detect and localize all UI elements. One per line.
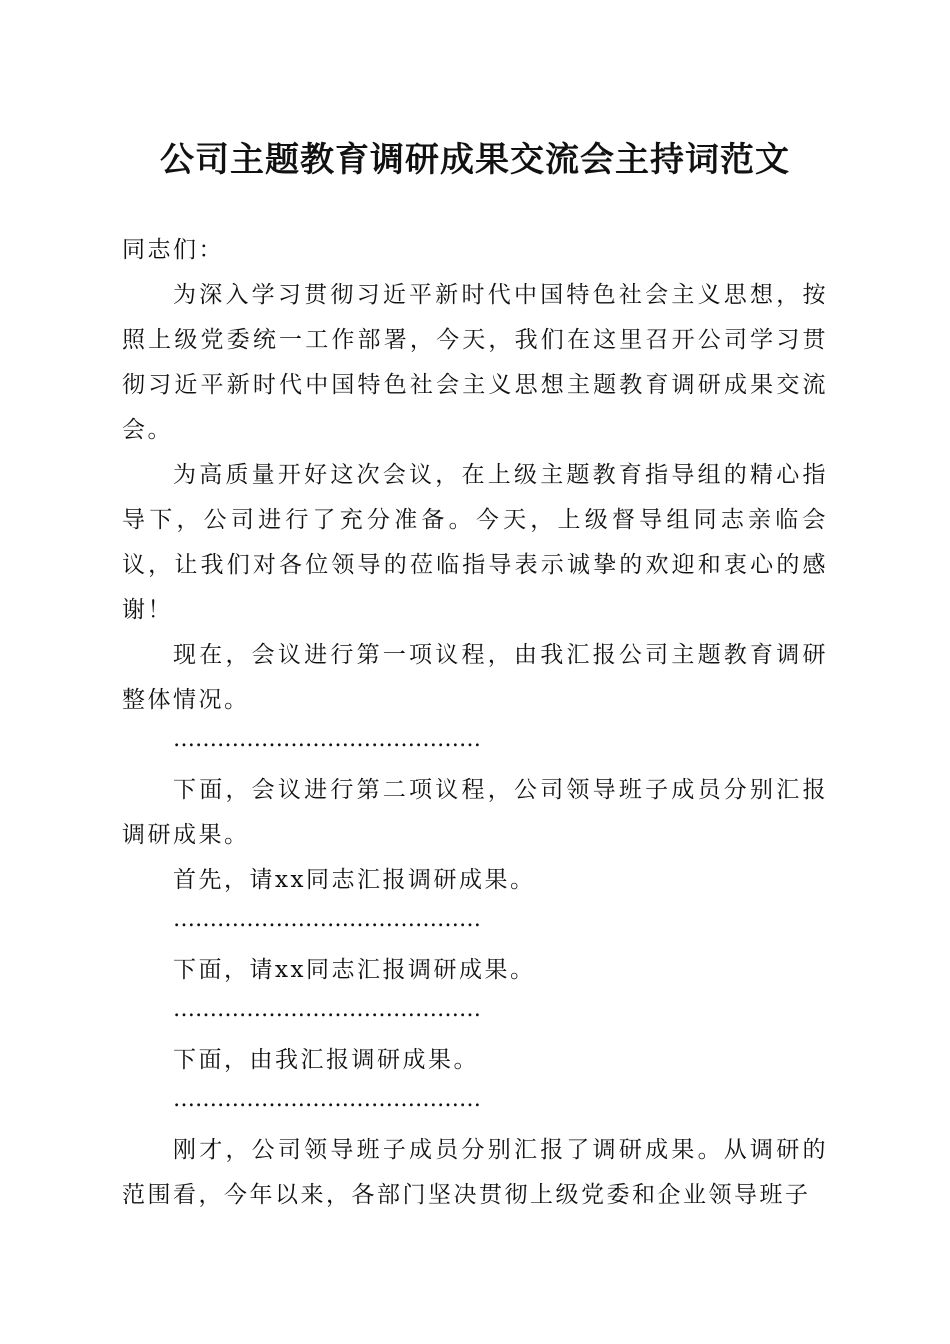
paragraph-first-report: 首先，请xx同志汇报调研成果。 [173, 867, 536, 893]
paragraph-agenda-two: 下面，会议进行第二项议程，公司领导班子成员分别汇报调研成果。 [122, 777, 828, 848]
paragraph-host-report: 下面，由我汇报调研成果。 [173, 1047, 479, 1073]
document-title: 公司主题教育调研成果交流会主持词范文 [160, 140, 790, 180]
paragraph-opening: 为深入学习贯彻习近平新时代中国特色社会主义思想，按照上级党委统一工作部署，今天，我们在这里召开公司学习贯彻习近平新时代中国特色社会主义思想主题教育调研成果交流会。 [122, 282, 828, 443]
paragraph-second-report: 下面，请xx同志汇报调研成果。 [173, 957, 536, 983]
paragraph-welcome: 为高质量开好这次会议，在上级主题教育指导组的精心指导下，公司进行了充分准备。今天，上级督导组同志亲临会议，让我们对各位领导的莅临指导表示诚挚的欢迎和衷心的感谢！ [122, 462, 828, 623]
ellipsis-separator: …………………………………… [173, 1087, 481, 1112]
ellipsis-separator: …………………………………… [173, 907, 481, 932]
ellipsis-separator: …………………………………… [173, 997, 481, 1022]
ellipsis-separator: …………………………………… [173, 727, 481, 752]
paragraph-agenda-one: 现在，会议进行第一项议程，由我汇报公司主题教育调研整体情况。 [122, 642, 828, 713]
salutation: 同志们： [122, 237, 224, 263]
document-body [122, 228, 828, 1218]
paragraph-summary: 刚才，公司领导班子成员分别汇报了调研成果。从调研的范围看，今年以来，各部门坚决贯彻上级党委和企业领导班子 [122, 1137, 828, 1208]
